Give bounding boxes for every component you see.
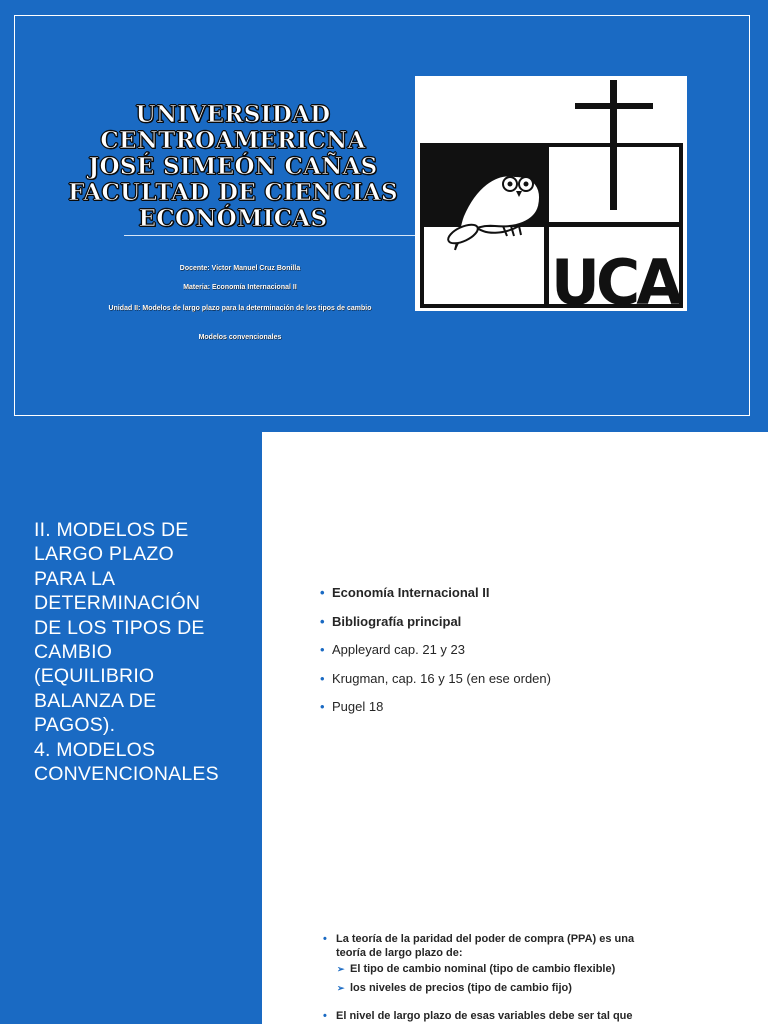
section-heading (34, 518, 249, 786)
bullet-icon: • (320, 670, 325, 686)
heading-line: CONVENCIONALES (34, 763, 219, 786)
ppa-point (323, 1009, 683, 1023)
bullet-icon: • (323, 1010, 327, 1022)
uca-logo (415, 76, 687, 311)
heading-line: BALANZA DE (34, 689, 157, 712)
bullet-icon: • (320, 613, 325, 629)
heading-line: CAMBIO (34, 641, 113, 664)
university-title (62, 102, 404, 232)
ppa-slide (0, 866, 768, 1024)
heading-panel (0, 432, 262, 866)
ppa-point (323, 932, 683, 960)
bullet-icon: • (320, 585, 325, 600)
list-item-text: Bibliografía principal (332, 613, 462, 629)
heading-panel (0, 866, 262, 1024)
ppa-point-line: La teoría de la paridad del poder de compra (PPA) es una (336, 933, 635, 945)
ppa-point-text: El nivel de largo plazo de esas variables debe ser tal que (336, 1010, 633, 1022)
ppa-subpoint (323, 962, 683, 976)
heading-line: DE LOS TIPOS DE (34, 616, 205, 639)
title-line: FACULTAD DE CIENCIAS (68, 179, 398, 206)
list-item-text: Krugman, cap. 16 y 15 (en ese orden) (332, 670, 551, 686)
title-line: UNIVERSIDAD (135, 101, 331, 128)
heading-line: PAGOS). (34, 714, 116, 737)
heading-line: DETERMINACIÓN (34, 592, 201, 615)
ppa-subpoint-text: los niveles de precios (tipo de cambio fijo) (350, 982, 572, 994)
heading-line: 4. MODELOS (34, 738, 156, 761)
docente-label: Docente: Victor Manuel Cruz Bonilla (179, 265, 301, 272)
title-divider (124, 235, 416, 236)
materia-label: Materia: Economía Internacional II (183, 284, 297, 291)
heading-line: II. MODELOS DE (34, 519, 189, 541)
uca-logo-graphic (415, 76, 687, 311)
list-item-text: Economía Internacional II (332, 585, 490, 600)
ppa-point-line: teoría de largo plazo de: (336, 947, 463, 959)
heading-line: PARA LA (34, 567, 116, 590)
unidad-label: Unidad II: Modelos de largo plazo para la determinación de los tipos de cambio (108, 305, 372, 312)
bullet-icon: • (320, 642, 325, 658)
title-line: CENTROAMERICNA (100, 127, 366, 154)
ppa-content (323, 932, 683, 1023)
tema-label: Modelos convencionales (198, 334, 282, 341)
bullet-icon: • (320, 699, 325, 715)
logo-letters: UCA (551, 246, 683, 311)
arrow-bullet-icon: ➢ (337, 983, 345, 993)
list-item (320, 584, 551, 613)
list-item-text: Appleyard cap. 21 y 23 (332, 642, 465, 658)
heading-line: LARGO PLAZO (34, 543, 174, 566)
list-item (320, 641, 551, 670)
title-line: JOSÉ SIMEÓN CAÑAS (88, 153, 378, 180)
title-line: ECONÓMICAS (138, 205, 328, 232)
bullet-icon: • (323, 933, 327, 945)
bibliography-slide (0, 432, 768, 866)
ppa-subpoint-text: El tipo de cambio nominal (tipo de cambio flexible) (350, 963, 616, 975)
arrow-bullet-icon: ➢ (337, 964, 345, 974)
list-item (320, 698, 551, 727)
bibliography-list (320, 584, 551, 727)
list-item (320, 613, 551, 642)
title-slide (0, 0, 768, 432)
list-item-text: Pugel 18 (332, 699, 384, 715)
heading-line: (EQUILIBRIO (34, 665, 155, 688)
list-item (320, 670, 551, 699)
ppa-subpoint (323, 981, 683, 995)
